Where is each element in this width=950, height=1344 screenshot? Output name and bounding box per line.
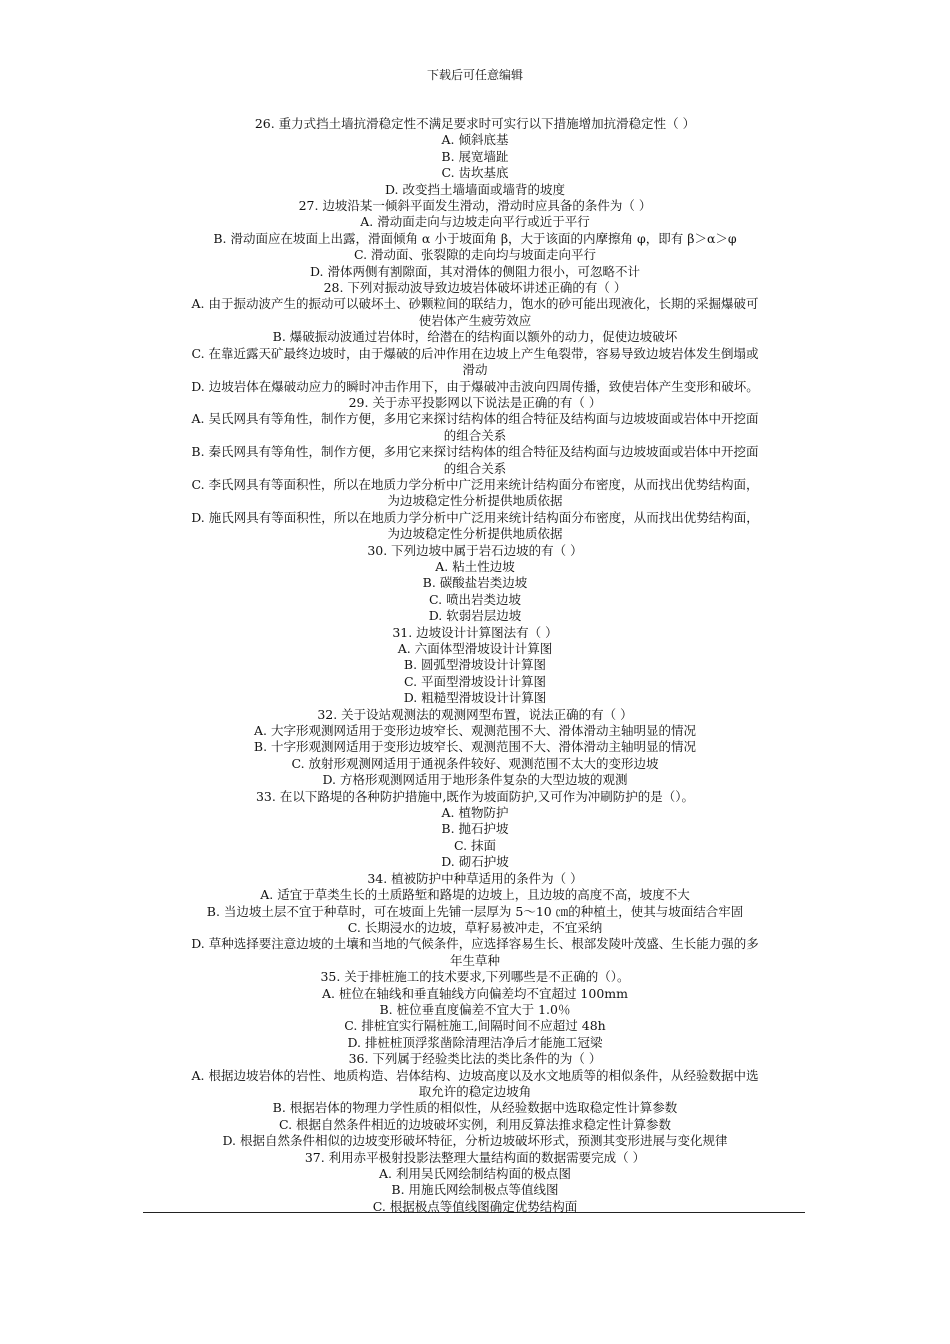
text-line: A. 根据边坡岩体的岩性、地质构造、岩体结构、边坡高度以及水文地质等的相似条件，从经验数据中选 <box>191 1067 759 1083</box>
text-line: 取允许的稳定边坡角 <box>418 1083 532 1099</box>
text-line: 28. 下列对振动波导致边坡岩体破坏讲述正确的有（ ） <box>323 280 627 296</box>
text-line: B. 秦氏网具有等角性，制作方便，多用它来探讨结构体的组合特征及结构面与边坡坡面或岩体中开挖面 <box>191 444 759 460</box>
text-line: B. 爆破振动波通过岩体时，给潜在的结构面以额外的动力，促使边坡破坏 <box>272 329 678 345</box>
text-line: B. 根据岩体的物理力学性质的相似性，从经验数据中选取稳定性计算参数 <box>272 1100 678 1116</box>
text-line: B. 用施氏网绘制极点等值线图 <box>391 1182 559 1198</box>
text-line: 31. 边坡设计计算图法有（ ） <box>392 624 558 640</box>
text-line: 32. 关于设站观测法的观测网型布置，说法正确的有（ ） <box>317 706 633 722</box>
text-line: C. 平面型滑坡设计计算图 <box>403 673 547 689</box>
text-line: C. 根据自然条件相近的边坡破坏实例，利用反算法推求稳定性计算参数 <box>278 1116 672 1132</box>
text-line: C. 滑动面、张裂隙的走向均与坡面走向平行 <box>353 247 597 263</box>
text-line: 34. 植被防护中种草适用的条件为（ ） <box>367 870 583 886</box>
text-line: D. 粗糙型滑坡设计计算图 <box>403 690 547 706</box>
text-line: D. 滑体两侧有割隙面，其对滑体的侧阻力很小，可忽略不计 <box>309 263 641 279</box>
text-line: D. 草种选择要注意边坡的土壤和当地的气候条件，应选择容易生长、根部发陵叶茂盛、生长能力强的多 <box>191 936 759 952</box>
text-line: B. 展宽墙趾 <box>441 148 509 164</box>
text-line: 26. 重力式挡土墙抗滑稳定性不满足要求时可实行以下措施增加抗滑稳定性（ ） <box>254 116 696 131</box>
text-line: 年生草种 <box>449 952 500 968</box>
text-line: C. 齿坎基底 <box>441 165 509 181</box>
text-line: B. 碳酸盐岩类边坡 <box>422 575 528 591</box>
text-line: A. 大字形观测网适用于变形边坡窄长、观测范围不大、滑体滑动主轴明显的情况 <box>254 723 696 739</box>
text-line: D. 根据自然条件相似的边坡变形破坏特征，分析边坡破坏形式，预测其变形进展与变化规律 <box>222 1133 728 1149</box>
text-line: C. 在靠近露天矿最终边坡时，由于爆破的后冲作用在边坡上产生龟裂带，容易导致边坡岩体发生倒塌或 <box>191 345 759 361</box>
text-line: A. 吴氏网具有等角性，制作方便，多用它来探讨结构体的组合特征及结构面与边坡坡面或岩体中开挖面 <box>191 411 759 427</box>
text-line: D. 施氏网具有等面积性，所以在地质力学分析中广泛用来统计结构面分布密度，从而找出优势结构面， <box>191 509 759 525</box>
text-line: C. 排桩宜实行隔桩施工,间隔时间不应超过 48h <box>344 1018 606 1034</box>
page-header: 下载后可任意编辑 <box>426 68 523 82</box>
text-line: A. 粘土性边坡 <box>435 558 515 574</box>
text-line: 35. 关于排桩施工的技术要求,下列哪些是不正确的（）。 <box>320 969 630 985</box>
text-line: D. 软弱岩层边坡 <box>428 608 522 624</box>
text-line: 滑动 <box>462 362 488 378</box>
text-line: A. 六面体型滑坡设计计算图 <box>397 641 553 656</box>
text-line: A. 桩位在轴线和垂直轴线方向偏差均不宜超过 100mm <box>321 985 628 1001</box>
text-line: C. 李氏网具有等面积性，所以在地质力学分析中广泛用来统计结构面分布密度，从而找出优势结构面， <box>191 476 759 492</box>
text-line: B. 滑动面应在坡面上出露，滑面倾角 α 小于坡面角 β，大于该面的内摩擦角 φ，即有 β＞α＞φ <box>213 230 737 246</box>
text-line: B. 十字形观测网适用于变形边坡窄长、观测范围不大、滑体滑动主轴明显的情况 <box>253 739 697 755</box>
text-line: A. 滑动面走向与边坡走向平行或近于平行 <box>360 214 590 230</box>
text-line: B. 圆弧型滑坡设计计算图 <box>403 657 547 673</box>
text-line: 27. 边坡沿某一倾斜平面发生滑动，滑动时应具备的条件为（ ） <box>298 198 652 214</box>
text-line: D. 砌石护坡 <box>441 854 509 870</box>
text-line: 为边坡稳定性分析提供地质依据 <box>387 526 563 542</box>
text-line: C. 喷出岩类边坡 <box>428 591 522 607</box>
text-line: A. 倾斜底基 <box>441 132 509 148</box>
text-line: C. 抹面 <box>453 837 497 853</box>
text-line: 29. 关于赤平投影网以下说法是正确的有（ ） <box>348 394 602 410</box>
text-line: A. 适宜于草类生长的土质路堑和路堤的边坡上，且边坡的高度不高，坡度不大 <box>260 887 690 903</box>
text-line: B. 当边坡土层不宜于种草时，可在坡面上先铺一层厚为 5～10 ㎝的种植土，使其与坡面结合牢固 <box>206 903 744 919</box>
text-line: A. 利用吴氏网绘制结构面的极点图 <box>379 1166 571 1181</box>
document-body <box>145 116 805 1215</box>
text-line: 的组合关系 <box>443 427 507 443</box>
text-line: C. 放射形观测网适用于通视条件较好、观测范围不太大的变形边坡 <box>291 755 659 771</box>
text-line: D. 排桩桩顶浮浆凿除清理洁净后才能施工冠梁 <box>347 1034 603 1050</box>
text-line: B. 桩位垂直度偏差不宜大于 1.0％ <box>379 1001 571 1017</box>
text-line: 36. 下列属于经验类比法的类比条件的为（ ） <box>348 1051 602 1067</box>
text-line: C. 长期浸水的边坡，草籽易被冲走，不宜采纳 <box>347 919 603 935</box>
footer-rule <box>143 1212 805 1213</box>
text-line: C. 根据极点等值线图确定优势结构面 <box>372 1198 578 1214</box>
text-line: D. 方格形观测网适用于地形条件复杂的大型边坡的观测 <box>322 772 628 788</box>
text-line: D. 边坡岩体在爆破动应力的瞬时冲击作用下，由于爆破冲击波向四周传播，致使岩体产生变形和破坏。 <box>191 378 759 394</box>
text-line: A. 由于振动波产生的振动可以破坏土、砂颗粒间的联结力，饱水的砂可能出现液化，长期的采掘爆破可 <box>191 296 759 312</box>
text-line: 的组合关系 <box>443 460 507 476</box>
text-line: 使岩体产生疲劳效应 <box>418 312 532 328</box>
text-line: 30. 下列边坡中属于岩石边坡的有（ ） <box>367 542 583 558</box>
text-line: A. 植物防护 <box>441 805 509 821</box>
text-line: 33. 在以下路堤的各种防护措施中,既作为坡面防护,又可作为冲刷防护的是（）。 <box>255 788 695 804</box>
text-line: B. 抛石护坡 <box>441 821 509 837</box>
text-line: 为边坡稳定性分析提供地质依据 <box>387 493 563 509</box>
text-line: D. 改变挡土墙墙面或墙背的坡度 <box>384 181 566 197</box>
text-line: 37. 利用赤平极射投影法整理大量结构面的数据需要完成（ ） <box>304 1149 646 1165</box>
